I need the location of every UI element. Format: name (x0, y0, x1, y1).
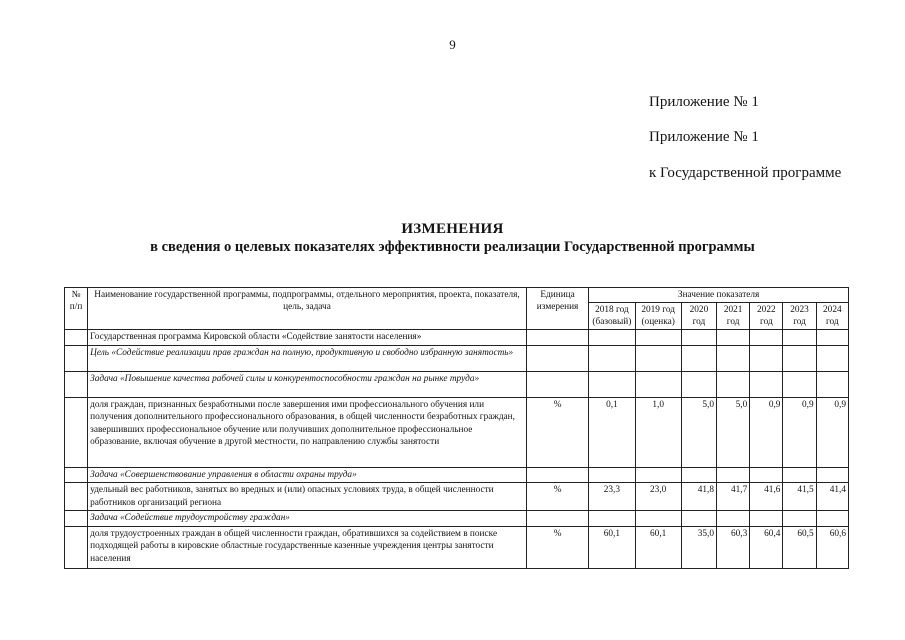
header-year: 2018 год (базовый) (589, 303, 635, 330)
row-value (717, 345, 750, 371)
header-name: Наименование государственной программы, подпрограммы, отдельного мероприятия, проекта, показателя, цель, задача (88, 288, 527, 330)
row-value (750, 511, 783, 527)
table-row (65, 330, 849, 346)
row-value (589, 371, 635, 397)
row-unit: % (526, 397, 588, 467)
header-values-group: Значение показателя (589, 288, 849, 303)
row-value: 1,0 (635, 397, 681, 467)
row-unit (526, 371, 588, 397)
row-num (65, 345, 88, 371)
row-value (750, 467, 783, 483)
row-value (681, 467, 716, 483)
row-value (589, 511, 635, 527)
row-value (816, 330, 848, 346)
row-value: 60,3 (717, 526, 750, 568)
row-value (589, 330, 635, 346)
row-num (65, 371, 88, 397)
table-row (65, 345, 849, 371)
row-unit (526, 467, 588, 483)
header-unit: Единица измерения (526, 288, 588, 330)
table-row (65, 467, 849, 483)
row-value (635, 371, 681, 397)
row-value: 23,3 (589, 483, 635, 511)
row-value: 0,9 (783, 397, 816, 467)
row-value: 5,0 (681, 397, 716, 467)
appendix-line-3: к Государственной программе (649, 165, 842, 181)
row-num (65, 526, 88, 568)
row-value: 41,7 (717, 483, 750, 511)
row-num (65, 511, 88, 527)
row-value: 60,1 (635, 526, 681, 568)
appendix-line-1: Приложение № 1 (649, 94, 759, 110)
row-value (589, 467, 635, 483)
row-value (750, 330, 783, 346)
row-value: 41,4 (816, 483, 848, 511)
row-name: Государственная программа Кировской области «Содействие занятости населения» (88, 330, 527, 346)
row-value: 0,9 (750, 397, 783, 467)
row-value: 0,9 (816, 397, 848, 467)
row-value (681, 371, 716, 397)
row-value (635, 330, 681, 346)
row-value: 41,8 (681, 483, 716, 511)
row-value (635, 511, 681, 527)
header-year: 2022 год (750, 303, 783, 330)
row-value: 60,6 (816, 526, 848, 568)
row-value (750, 345, 783, 371)
table-row (65, 526, 849, 568)
row-name: Задача «Содействие трудоустройству граждан» (88, 511, 527, 527)
row-value: 60,5 (783, 526, 816, 568)
row-value: 35,0 (681, 526, 716, 568)
row-unit (526, 330, 588, 346)
row-value (783, 330, 816, 346)
row-value: 0,1 (589, 397, 635, 467)
row-unit (526, 345, 588, 371)
row-value: 60,1 (589, 526, 635, 568)
row-value (635, 467, 681, 483)
table-header-row (65, 288, 849, 303)
row-value (783, 511, 816, 527)
row-value (635, 345, 681, 371)
appendix-line-2: Приложение № 1 (649, 129, 759, 145)
row-value: 41,5 (783, 483, 816, 511)
row-value (681, 345, 716, 371)
indicators-table (64, 287, 849, 569)
row-value: 60,4 (750, 526, 783, 568)
row-name: Цель «Содействие реализации прав граждан на полную, продуктивную и свободно избранную занятость» (88, 345, 527, 371)
row-unit (526, 511, 588, 527)
row-num (65, 397, 88, 467)
document-subtitle: в сведения о целевых показателях эффективности реализации Государственной программы (150, 239, 755, 255)
row-unit: % (526, 483, 588, 511)
header-year: 2020 год (681, 303, 716, 330)
header-num: № п/п (65, 288, 88, 330)
table-row (65, 511, 849, 527)
page-number: 9 (449, 37, 456, 52)
row-num (65, 483, 88, 511)
header-year: 2021 год (717, 303, 750, 330)
row-value (816, 467, 848, 483)
table-row (65, 397, 849, 467)
row-value (681, 330, 716, 346)
table-row (65, 371, 849, 397)
row-value (717, 330, 750, 346)
row-num (65, 330, 88, 346)
row-value (681, 511, 716, 527)
row-value (783, 371, 816, 397)
row-value (783, 467, 816, 483)
header-year: 2024 год (816, 303, 848, 330)
row-value (717, 467, 750, 483)
row-value (816, 511, 848, 527)
row-value: 5,0 (717, 397, 750, 467)
row-value (589, 345, 635, 371)
header-year: 2023 год (783, 303, 816, 330)
row-value: 41,6 (750, 483, 783, 511)
row-unit: % (526, 526, 588, 568)
header-year: 2019 год (оценка) (635, 303, 681, 330)
row-name: доля граждан, признанных безработными после завершения ими профессионального обучения или получения дополнительного профессионального образования, в общей численности безработных граждан, завершивших профессиональное обучение или получивших дополнительное профессиональное образование, включая обучение в другой местности, по направлению службы занятости (88, 397, 527, 467)
row-name: Задача «Повышение качества рабочей силы и конкурентоспособности граждан на рынке труда» (88, 371, 527, 397)
row-value (816, 371, 848, 397)
row-name: Задача «Совершенствование управления в области охраны труда» (88, 467, 527, 483)
row-name: доля трудоустроенных граждан в общей численности граждан, обратившихся за содействием в поиске подходящей работы в кировские областные государственные казенные учреждения центры занятости населения (88, 526, 527, 568)
row-value (783, 345, 816, 371)
row-value (717, 511, 750, 527)
document-title: ИЗМЕНЕНИЯ (401, 221, 504, 237)
row-num (65, 467, 88, 483)
row-value (717, 371, 750, 397)
table-row (65, 483, 849, 511)
row-value (750, 371, 783, 397)
row-value (816, 345, 848, 371)
row-name: удельный вес работников, занятых во вредных и (или) опасных условиях труда, в общей численности работников организаций региона (88, 483, 527, 511)
row-value: 23,0 (635, 483, 681, 511)
